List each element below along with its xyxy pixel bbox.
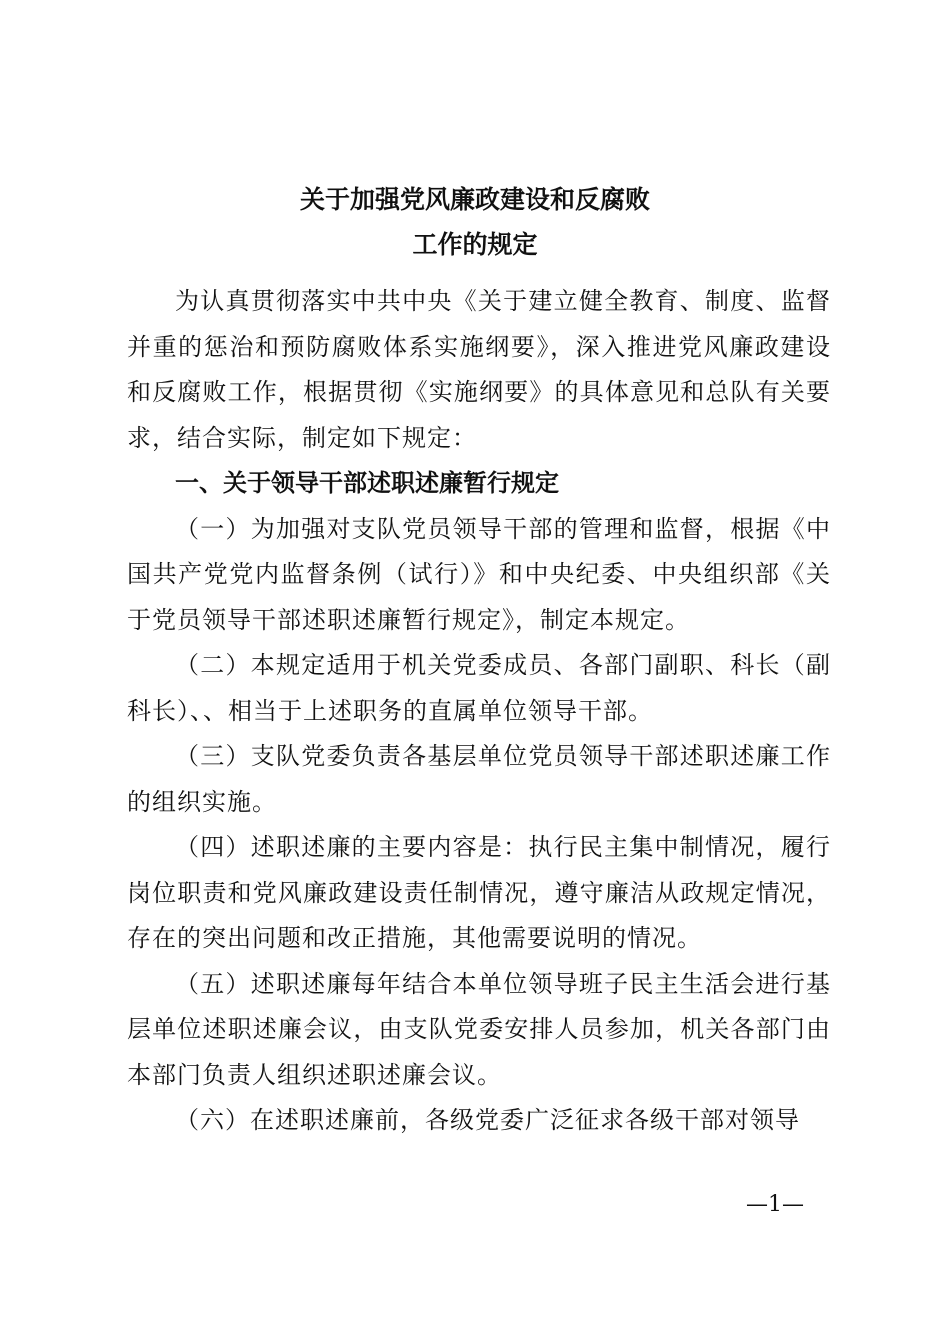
paragraph-intro: 为认真贯彻落实中共中央《关于建立健全教育、制度、监督并重的惩治和预防腐败体系实施纲要》，深入推进党风廉政建设和反腐败工作，根据贯彻《实施纲要》的具体意见和总队有关要求，结合实际，制定如下规定：	[127, 287, 831, 452]
paragraph-item-4: （四）述职述廉的主要内容是：执行民主集中制情况，履行岗位职责和党风廉政建设责任制情况，遵守廉洁从政规定情况，存在的突出问题和改正措施，其他需要说明的情况。	[127, 833, 831, 952]
paragraph-item-2: （二）本规定适用于机关党委成员、各部门副职、科长（副科长）、、相当于上述职务的直属单位领导干部。	[127, 651, 831, 725]
document-title-line-1: 关于加强党风廉政建设和反腐败	[299, 185, 650, 214]
document-body	[127, 279, 831, 1144]
document-title-line-2: 工作的规定	[412, 230, 538, 259]
paragraph-item-1: （一）为加强对支队党员领导干部的管理和监督，根据《中国共产党党内监督条例（试行）》和中央纪委、中央组织部《关于党员领导干部述职述廉暂行规定》，制定本规定。	[127, 514, 831, 634]
paragraph-item-5: （五）述职述廉每年结合本单位领导班子民主生活会进行基层单位述职述廉会议，由支队党委安排人员参加，机关各部门由本部门负责人组织述职述廉会议。	[127, 969, 831, 1089]
paragraph-item-6: （六）在述职述廉前，各级党委广泛征求各级干部对领导	[175, 1106, 800, 1134]
paragraph-item-3: （三）支队党委负责各基层单位党员领导干部述职述廉工作的组织实施。	[127, 742, 831, 816]
page-number: —1—	[746, 1192, 804, 1217]
section-heading-1: 一、关于领导干部述职述廉暂行规定	[175, 469, 559, 497]
